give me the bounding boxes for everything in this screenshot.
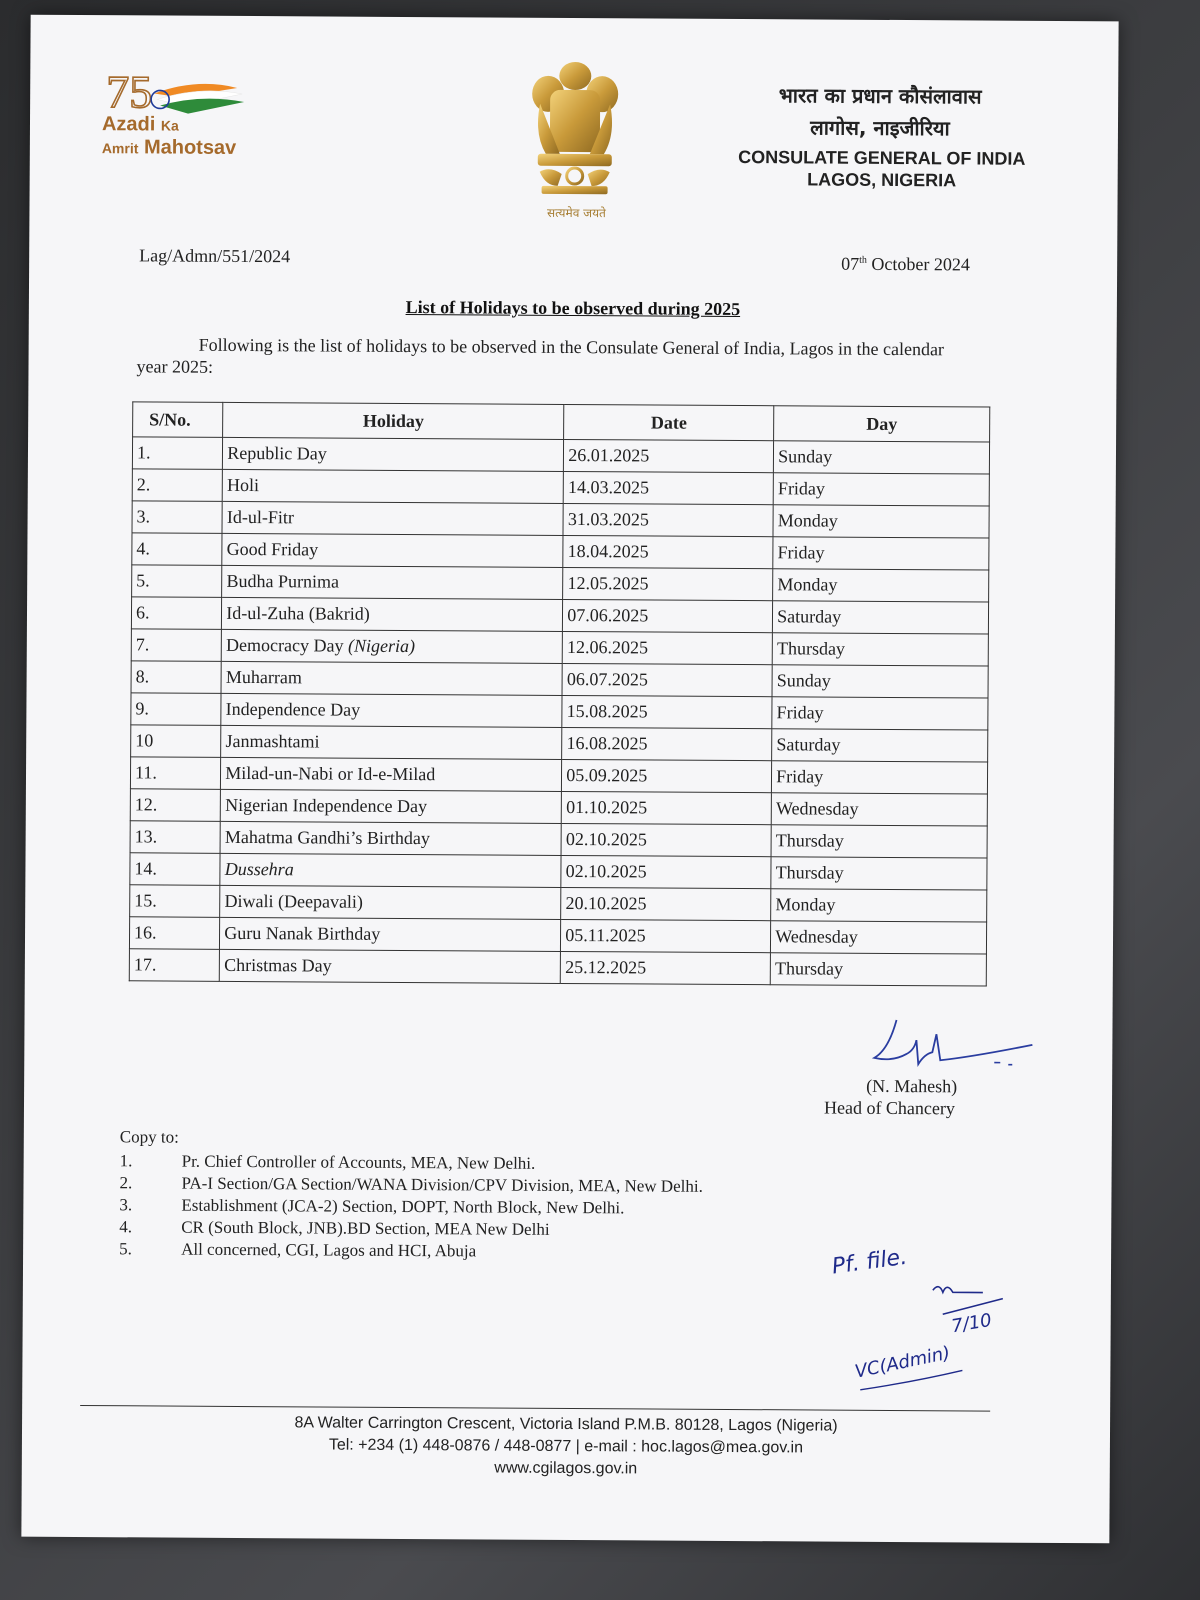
header-sno: S/No.: [133, 402, 223, 438]
list-item-text: Establishment (JCA-2) Section, DOPT, North Block, New Delhi.: [181, 1195, 625, 1218]
table-row: [130, 757, 987, 794]
letterhead-english-line2: LAGOS, NIGERIA: [807, 169, 957, 191]
header-date: Date: [564, 404, 774, 440]
table-row: [132, 437, 989, 474]
holiday-name-italic: (Nigeria): [347, 635, 416, 657]
cell-day: Monday: [773, 569, 989, 602]
table-row: [130, 789, 987, 826]
cell-day: Friday: [773, 473, 989, 506]
cell-sno: 10: [131, 725, 221, 758]
cell-holiday: [222, 565, 563, 599]
cell-day: Sunday: [774, 441, 990, 474]
cell-date: 12.06.2025: [562, 631, 772, 664]
holiday-name: Republic Day: [227, 442, 327, 464]
cell-sno: 6.: [131, 597, 221, 630]
cell-date: 01.10.2025: [562, 791, 772, 824]
header-holiday: Holiday: [223, 402, 564, 439]
logo-75-text: 75: [106, 66, 153, 118]
cell-holiday: [221, 757, 562, 791]
holiday-name: Holi: [227, 474, 260, 496]
holiday-name: Independence Day: [225, 698, 361, 720]
cell-day: Wednesday: [771, 793, 987, 826]
cell-day: Thursday: [772, 633, 988, 666]
table-row: [130, 885, 987, 922]
cell-sno: 2.: [132, 469, 222, 502]
cell-date: 12.05.2025: [563, 567, 773, 600]
cell-date: 05.11.2025: [561, 919, 771, 952]
cell-date: 25.12.2025: [561, 951, 771, 984]
table-row: [129, 917, 986, 954]
holiday-name: Democracy Day: [226, 634, 344, 656]
logo-amrit: Amrit: [101, 140, 139, 157]
holiday-name: Muharram: [225, 666, 302, 688]
holiday-table: [129, 401, 991, 986]
cell-day: Wednesday: [771, 921, 987, 954]
logo-wordmark: [102, 113, 237, 160]
table-row: [132, 469, 989, 506]
footer-contact: Tel: +234 (1) 448-0876 / 448-0877 | e-mail : hoc.lagos@mea.gov.in: [328, 1436, 804, 1457]
signatory-designation: Head of Chancery: [823, 1097, 956, 1119]
holiday-name: Diwali (Deepavali): [224, 890, 364, 912]
holiday-name: Guru Nanak Birthday: [224, 922, 381, 944]
cell-sno: 1.: [132, 437, 222, 470]
list-item-number: 1.: [119, 1151, 133, 1171]
cell-sno: 4.: [132, 533, 222, 566]
cell-sno: 16.: [129, 917, 219, 950]
list-item-number: 2.: [119, 1173, 133, 1193]
cell-sno: 8.: [131, 661, 221, 694]
cell-date: 05.09.2025: [562, 759, 772, 792]
copy-to-list: [119, 1151, 703, 1265]
cell-holiday: [221, 629, 562, 663]
cell-holiday: [223, 437, 564, 471]
table-row: [131, 629, 988, 666]
list-item-text: CR (South Block, JNB).BD Section, MEA New Delhi: [181, 1217, 550, 1239]
cell-day: Saturday: [773, 601, 989, 634]
note-date: 7/10: [949, 1309, 994, 1338]
holiday-name-italic: Dussehra: [224, 858, 294, 880]
logo-azadi: Azadi: [101, 113, 156, 136]
cell-holiday: [221, 725, 562, 759]
cell-date: 07.06.2025: [563, 599, 773, 632]
table-row: [131, 725, 988, 762]
holiday-name: Id-ul-Zuha (Bakrid): [226, 602, 370, 624]
cell-date: 15.08.2025: [562, 695, 772, 728]
table-row: [132, 533, 989, 570]
holiday-name: Nigerian Independence Day: [225, 794, 428, 817]
footer-website: www.cgilagos.gov.in: [494, 1459, 638, 1478]
cell-date: 16.08.2025: [562, 727, 772, 760]
table-row: [130, 821, 987, 858]
cell-sno: 14.: [130, 853, 220, 886]
list-item: [119, 1239, 702, 1265]
cell-day: Saturday: [772, 729, 988, 762]
cell-day: Sunday: [772, 665, 988, 698]
footer-divider: [80, 1405, 990, 1412]
letterhead-hindi-line2: लागोस, नाइजीरिया: [810, 115, 950, 141]
list-item-number: 3.: [119, 1195, 133, 1215]
cell-sno: 12.: [130, 789, 220, 822]
cell-holiday: [220, 917, 561, 951]
cell-date: 06.07.2025: [562, 663, 772, 696]
holiday-name: Christmas Day: [224, 954, 332, 976]
letterhead-hindi-line1: भारत का प्रधान कौसंलावास: [778, 83, 982, 109]
letterhead-english-line1: CONSULATE GENERAL OF INDIA: [738, 147, 1026, 169]
list-item-number: 4.: [119, 1217, 133, 1237]
date-month-year: October 2024: [871, 253, 970, 275]
cell-holiday: [221, 661, 562, 695]
cell-day: Monday: [773, 505, 989, 538]
table-row: [132, 565, 989, 602]
initial-mark-icon: [933, 1287, 983, 1293]
cell-day: Thursday: [771, 825, 987, 858]
table-row: [132, 501, 989, 538]
cell-holiday: [220, 885, 561, 919]
letter-paper: [21, 15, 1118, 1544]
cell-sno: 3.: [132, 501, 222, 534]
intro-paragraph: Following is the list of holidays to be observed in the Consulate General of India, Lagos in the calendar year 2025:: [136, 334, 945, 377]
date-day: 07: [841, 253, 860, 274]
footer-address: 8A Walter Carrington Crescent, Victoria Island P.M.B. 80128, Lagos (Nigeria): [294, 1414, 838, 1435]
holiday-table-body: [129, 437, 989, 986]
copy-to-label: Copy to:: [119, 1127, 179, 1147]
cell-day: Friday: [772, 761, 988, 794]
cell-holiday: [222, 469, 563, 503]
logo-ka: Ka: [160, 117, 179, 134]
cell-date: 02.10.2025: [561, 855, 771, 888]
cell-day: Thursday: [770, 953, 986, 986]
cell-holiday: [220, 821, 561, 855]
cell-sno: 17.: [129, 949, 219, 982]
cell-holiday: [222, 501, 563, 535]
signatory-name: (N. Mahesh): [866, 1075, 958, 1097]
table-row: [131, 693, 988, 730]
letter-date: [841, 254, 970, 276]
cell-holiday: [220, 949, 561, 983]
document-title: List of Holidays to be observed during 2025: [405, 296, 741, 320]
holiday-name: Milad-un-Nabi or Id-e-Milad: [225, 762, 436, 785]
table-row: [130, 853, 987, 890]
list-item-number: 5.: [119, 1239, 132, 1259]
holiday-name: Good Friday: [226, 538, 319, 560]
holiday-name: Janmashtami: [225, 730, 320, 752]
holiday-name: Budha Purnima: [226, 570, 340, 592]
table-row: [129, 949, 986, 986]
table-header-row: [133, 402, 990, 442]
cell-holiday: [221, 789, 562, 823]
cell-date: 26.01.2025: [564, 439, 774, 472]
table-row: [131, 661, 988, 698]
cell-holiday: [221, 693, 562, 727]
national-emblem-icon: [520, 54, 631, 205]
emblem-motto: सत्यमेव जयते: [546, 205, 606, 221]
cell-day: Thursday: [771, 857, 987, 890]
note-vc-admin: VC(Admin): [853, 1342, 952, 1383]
cell-day: Friday: [772, 697, 988, 730]
reference-number: Lag/Admn/551/2024: [139, 245, 291, 267]
holiday-name: Id-ul-Fitr: [226, 506, 294, 528]
list-item-text: All concerned, CGI, Lagos and HCI, Abuja: [181, 1239, 477, 1261]
table-row: [131, 597, 988, 634]
list-item-text: Pr. Chief Controller of Accounts, MEA, New Delhi.: [181, 1151, 536, 1173]
note-pf-file: Pf. file.: [830, 1244, 909, 1280]
cell-date: 31.03.2025: [563, 503, 773, 536]
cell-date: 14.03.2025: [563, 471, 773, 504]
logo-mahotsav: Mahotsav: [143, 136, 237, 159]
cell-holiday: [220, 853, 561, 887]
date-suffix: th: [859, 254, 867, 266]
cell-day: Monday: [771, 889, 987, 922]
cell-sno: 13.: [130, 821, 220, 854]
list-item-text: PA-I Section/GA Section/WANA Division/CPV Division, MEA, New Delhi.: [181, 1173, 703, 1196]
handwritten-notes: [812, 1243, 1033, 1394]
cell-sno: 9.: [131, 693, 221, 726]
cell-holiday: [222, 533, 563, 567]
cell-holiday: [222, 597, 563, 631]
cell-sno: 7.: [131, 629, 221, 662]
header-day: Day: [774, 406, 990, 442]
cell-date: 18.04.2025: [563, 535, 773, 568]
cell-sno: 5.: [132, 565, 222, 598]
holiday-name: Mahatma Gandhi’s Birthday: [224, 826, 430, 849]
cell-date: 20.10.2025: [561, 887, 771, 920]
cell-date: 02.10.2025: [561, 823, 771, 856]
cell-sno: 15.: [130, 885, 220, 918]
cell-sno: 11.: [130, 757, 220, 790]
cell-day: Friday: [773, 537, 989, 570]
